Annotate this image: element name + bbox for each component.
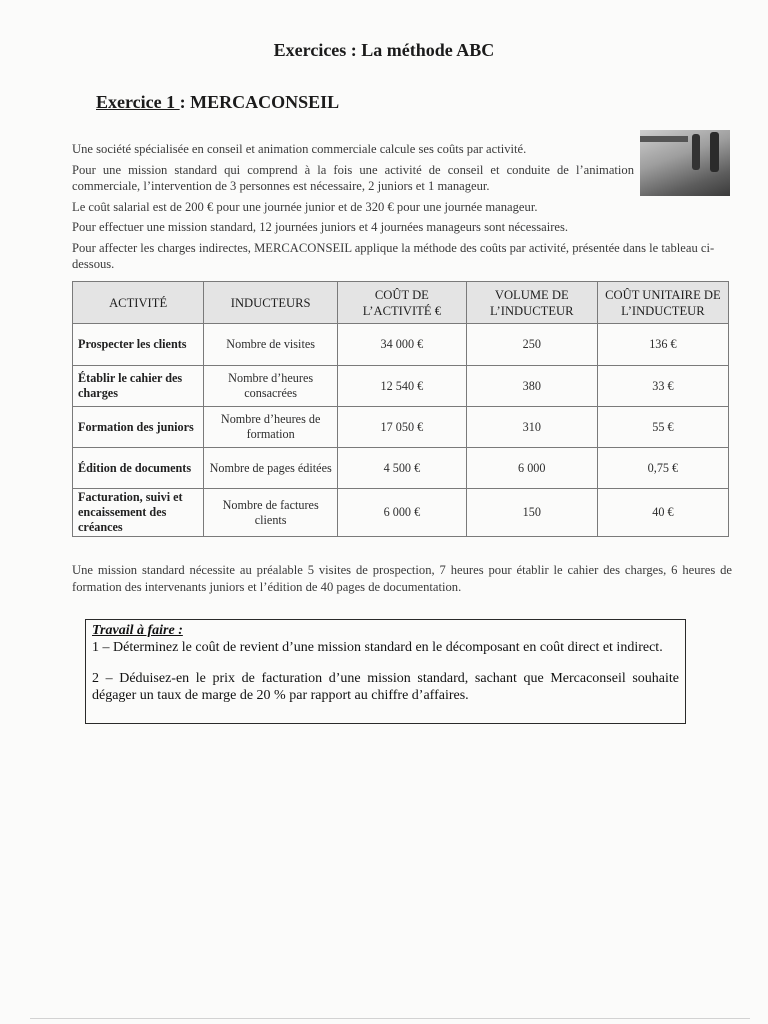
column-header-inducteurs: INDUCTEURS	[204, 282, 338, 324]
activity-cost-cell: 17 050 €	[338, 407, 467, 448]
document-title: Exercices : La méthode ABC	[273, 40, 495, 60]
exercise-label: Exercice 1	[96, 92, 180, 112]
exercise-name: : MERCACONSEIL	[179, 92, 340, 112]
activity-cell: Formation des juniors	[73, 407, 204, 448]
driver-volume-cell: 150	[466, 489, 597, 537]
mission-note: Une mission standard nécessite au préalable 5 visites de prospection, 7 heures pour établir le cahier des charges, 6 heures de formation des intervenants juniors et l’édition de 40 pages de documentation.	[72, 563, 732, 594]
page-bottom-rule	[30, 1018, 750, 1019]
table-header-row	[73, 282, 729, 324]
unit-cost-cell: 136 €	[597, 324, 728, 366]
table-row	[73, 489, 729, 537]
activity-cell: Édition de documents	[73, 448, 204, 489]
driver-volume-cell: 6 000	[466, 448, 597, 489]
driver-cell: Nombre d’heures consacrées	[204, 366, 338, 407]
unit-cost-cell: 33 €	[597, 366, 728, 407]
intro-section	[72, 141, 732, 277]
task-question-2: 2 – Déduisez-en le prix de facturation d’une mission standard, sachant que Mercaconseil souhaite dégager un taux de marge de 20 % par rapport au chiffre d’affaires.	[92, 671, 679, 703]
driver-volume-cell: 310	[466, 407, 597, 448]
driver-volume-cell: 250	[466, 324, 597, 366]
exercise-title	[96, 92, 339, 113]
intro-paragraph: Pour une mission standard qui comprend à la fois une activité de conseil et conduite de l’animation commerciale, l’intervention de 3 personnes est nécessaire, 2 juniors et 1 manageur.	[72, 162, 634, 193]
activity-cost-cell: 4 500 €	[338, 448, 467, 489]
intro-paragraph: Une société spécialisée en conseil et animation commerciale calcule ses coûts par activité.	[72, 142, 527, 156]
task-box	[85, 619, 686, 724]
driver-cell: Nombre de pages éditées	[204, 448, 338, 489]
column-header-cout-activite: COÛT DE L’ACTIVITÉ €	[338, 282, 467, 324]
unit-cost-cell: 40 €	[597, 489, 728, 537]
intro-paragraph: Le coût salarial est de 200 € pour une journée junior et de 320 € pour une journée manageur.	[72, 199, 538, 214]
activity-cell: Prospecter les clients	[73, 324, 204, 366]
driver-cell: Nombre de factures clients	[204, 489, 338, 537]
intro-paragraph: Pour affecter les charges indirectes, MERCACONSEIL applique la méthode des coûts par activité, présentée dans le tableau ci-dessous.	[72, 240, 715, 271]
intro-paragraph: Pour effectuer une mission standard, 12 journées juniors et 4 journées manageurs sont nécessaires.	[72, 220, 569, 234]
column-header-activite: ACTIVITÉ	[73, 282, 204, 324]
unit-cost-cell: 0,75 €	[597, 448, 728, 489]
driver-cell: Nombre d’heures de formation	[204, 407, 338, 448]
activity-cell: Établir le cahier des charges	[73, 366, 204, 407]
column-header-volume: VOLUME DE L’INDUCTEUR	[466, 282, 597, 324]
column-header-cout-unitaire: COÛT UNITAIRE DE L’INDUCTEUR	[597, 282, 728, 324]
table-row	[73, 448, 729, 489]
driver-cell: Nombre de visites	[204, 324, 338, 366]
activity-cost-cell: 12 540 €	[338, 366, 467, 407]
activity-cost-cell: 34 000 €	[338, 324, 467, 366]
table-row	[73, 324, 729, 366]
driver-volume-cell: 380	[466, 366, 597, 407]
table-row	[73, 366, 729, 407]
task-title: Travail à faire :	[92, 623, 183, 638]
activity-cost-cell: 6 000 €	[338, 489, 467, 537]
table-row	[73, 407, 729, 448]
activity-cell: Facturation, suivi et encaissement des créances	[73, 489, 204, 537]
unit-cost-cell: 55 €	[597, 407, 728, 448]
task-question-1: 1 – Déterminez le coût de revient d’une mission standard en le décomposant en coût direct et indirect.	[92, 640, 663, 655]
activity-cost-table	[72, 281, 729, 537]
